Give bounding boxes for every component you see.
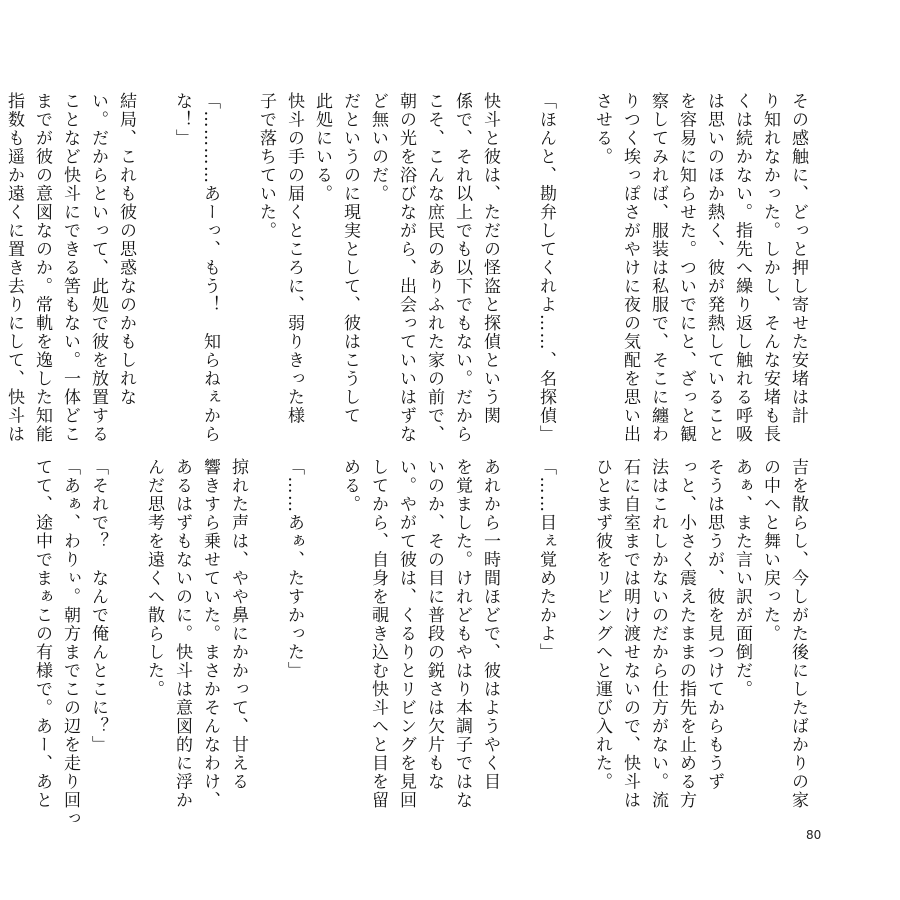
text-line: い。やがて彼は、くるりとリビングを見回 [396, 458, 416, 810]
text-line: んだ思考を遠くへ散らした。 [144, 458, 164, 699]
text-line: 朝の光を浴びながら、出会っていいはずな [396, 92, 416, 444]
blank-line [112, 458, 140, 798]
text-line: 此処にいる。 [312, 92, 332, 203]
text-line: 結局、これも彼の思惑なのかもしれな [116, 92, 136, 407]
dialogue-line: な！」 [172, 92, 192, 148]
blank-line [308, 458, 336, 798]
text-line: める。 [340, 458, 360, 514]
text-line: くは続かない。指先へ繰り返し触れる呼吸 [732, 92, 752, 444]
text-line: 吉を散らし、今しがた後にしたばかりの家 [788, 458, 808, 810]
blank-line [252, 458, 280, 798]
text-line: 指数も遥か遠くに置き去りにして、快斗は [4, 92, 24, 444]
blank-line [140, 92, 168, 432]
text-line: 快斗と彼は、ただの怪盗と探偵という関 [480, 92, 500, 425]
blank-line [560, 458, 588, 798]
text-line: までが彼の意図なのか。常軌を逸した知能 [32, 92, 52, 444]
dialogue-line: 「あぁ、わりぃ。朝方までこの辺を走り回っ [60, 458, 80, 828]
dialogue-line: てて、途中でまぁこの有様で。あー、あと [32, 458, 52, 810]
text-line: その感触に、どっと押し寄せた安堵は計 [788, 92, 808, 425]
text-line: させる。 [592, 92, 612, 166]
lower-text-block [28, 458, 812, 828]
upper-text-block [0, 92, 812, 444]
dialogue-line: 「それで？ なんで俺んとこに？」 [88, 458, 108, 754]
blank-line [560, 92, 588, 432]
text-line: の中へと舞い戻った。 [760, 458, 780, 643]
dialogue-line: 「ほんと、勘弁してくれよ……、名探偵」 [536, 92, 556, 444]
text-line: 法はこれしかないのだから仕方がない。流 [648, 458, 668, 810]
dialogue-line: 「…………あーっ、もう！ 知らねぇから [200, 92, 220, 444]
text-line: ことなど快斗にできる筈もない。一体どこ [60, 92, 80, 444]
text-line: 察してみれば、服装は私服で、そこに纏わ [648, 92, 668, 444]
text-line: いのか、その目に普段の鋭さは欠片もな [424, 458, 444, 791]
text-line: りつく埃っぽさがやけに夜の気配を思い出 [620, 92, 640, 444]
text-line: 快斗の手の届くところに、弱りきった様 [284, 92, 304, 425]
blank-line [504, 92, 532, 432]
text-line: 響きすら乗せていた。まさかそんなわけ、 [200, 458, 220, 810]
text-line: そうは思うが、彼を見つけてからもうず [704, 458, 724, 791]
text-line: あれから一時間ほどで、彼はようやく目 [480, 458, 500, 791]
text-line: あぁ、また言い訳が面倒だ。 [732, 458, 752, 699]
text-line: い。だからといって、此処で彼を放置する [88, 92, 108, 444]
text-line: 石に自室までは明け渡せないので、快斗は [620, 458, 640, 810]
text-line: を容易に知らせた。ついでにと、ざっと観 [676, 92, 696, 444]
text-line: を覚ました。けれどもやはり本調子ではな [452, 458, 472, 810]
text-line: り知れなかった。しかし、そんな安堵も長 [760, 92, 780, 444]
dialogue-line: 「……あぁ、たすかった」 [284, 458, 304, 680]
text-line: っと、小さく震えたままの指先を止める方 [676, 458, 696, 810]
blank-line [504, 458, 532, 798]
text-line: 係で、それ以上でも以下でもない。だから [452, 92, 472, 444]
blank-line [224, 92, 252, 432]
text-line: こそ、こんな庶民のありふれた家の前で、 [424, 92, 444, 444]
dialogue-line: 「……目ぇ覚めたかよ」 [536, 458, 556, 662]
text-line: は思いのほか熱く、彼が発熱していること [704, 92, 724, 444]
text-line: してから、自身を覗き込む快斗へと目を留 [368, 458, 388, 810]
text-line: 掠れた声は、やや鼻にかかって、甘える [228, 458, 248, 791]
text-line: ひとまず彼をリビングへと運び入れた。 [592, 458, 612, 791]
text-line: だというのに現実として、彼はこうして [340, 92, 360, 425]
text-line: ど無いのだ。 [368, 92, 388, 203]
text-line: あるはずもないのに。快斗は意図的に浮か [172, 458, 192, 810]
text-line: 子で落ちていた。 [256, 92, 276, 240]
page-number: 80 [806, 828, 822, 842]
